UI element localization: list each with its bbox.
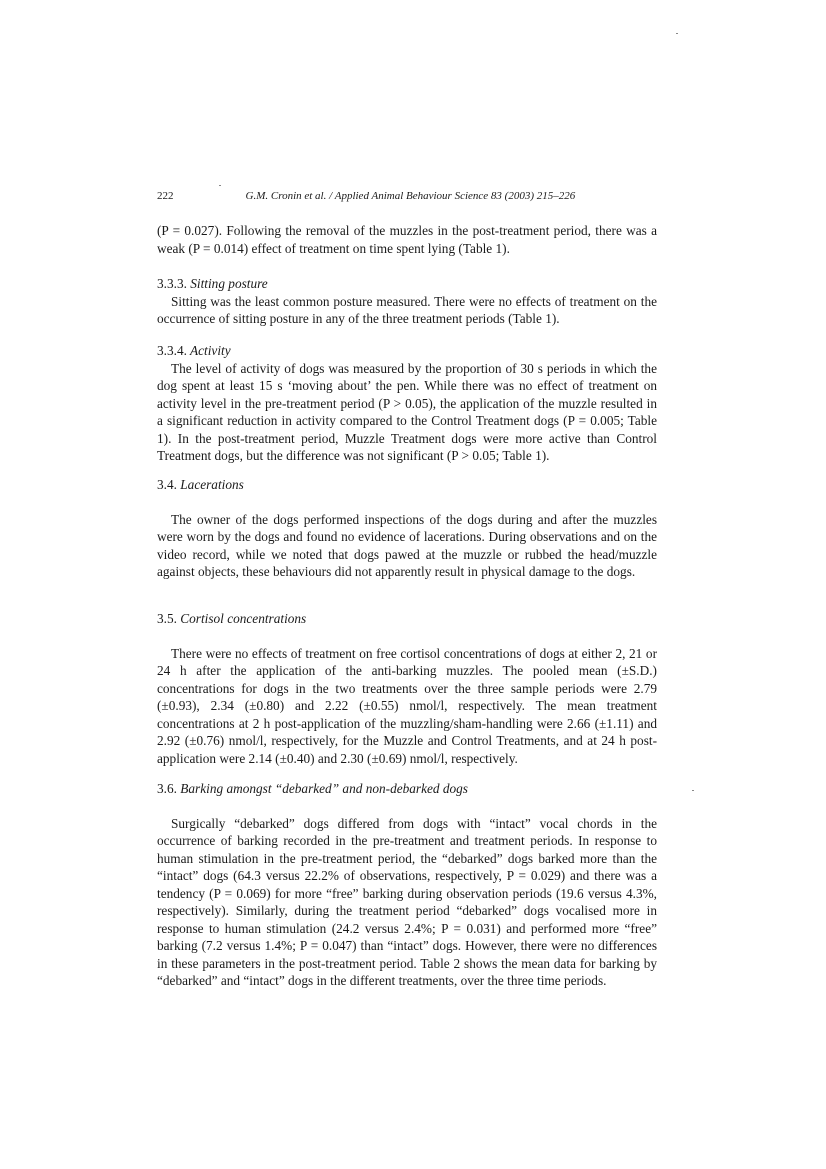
section-number: 3.4.	[157, 477, 177, 492]
section-title: Lacerations	[180, 477, 244, 492]
section-body: The level of activity of dogs was measured by the proportion of 30 s periods in which the dog spent at least 15 s ‘moving about’ the pen. While there was no effect of treatment on activity level in the pre-treatment period (P > 0.05), the application of the muzzle resulted in a significant reduction in activity compared to the Control Treatment dogs (P = 0.005; Table 1). In the post-treatment period, Muzzle Treatment dogs were more active than Control Treatment dogs, but the difference was not significant (P > 0.05; Table 1).	[157, 360, 657, 463]
intro-paragraph: (P = 0.027). Following the removal of the muzzles in the post-treatment period, there was a weak (P = 0.014) effect of treatment on time spent lying (Table 1).	[157, 223, 657, 256]
page-number: 222	[157, 190, 174, 202]
section-3-5	[157, 610, 657, 767]
journal-citation: G.M. Cronin et al. / Applied Animal Behaviour Science 83 (2003) 215–226	[245, 190, 576, 202]
section-heading	[157, 476, 657, 494]
intro-paragraph-block	[157, 222, 657, 257]
section-3-6	[157, 780, 657, 990]
section-heading	[157, 275, 657, 293]
scan-speck	[692, 790, 694, 791]
section-title: Barking amongst “debarked” and non-debarked dogs	[180, 781, 468, 796]
section-body: There were no effects of treatment on free cortisol concentrations of dogs at either 2, 21 or 24 h after the application of the anti-barking muzzles. The pooled mean (±S.D.) concentrations for dogs in the two treatments over the three sample periods were 2.79 (±0.93), 2.34 (±0.80) and 2.22 (±0.55) nmol/l, respectively. The mean treatment concentrations at 2 h post-application of the muzzling/sham-handling were 2.66 (±1.11) and 2.92 (±0.76) nmol/l, respectively, for the Muzzle and Control Treatments, and at 24 h post-application were 2.14 (±0.40) and 2.30 (±0.69) nmol/l, respectively.	[157, 645, 657, 766]
section-3-3-4	[157, 342, 657, 465]
section-number: 3.3.4.	[157, 343, 187, 358]
running-header	[157, 190, 657, 202]
section-body: Sitting was the least common posture measured. There were no effects of treatment on the occurrence of sitting posture in any of the three treatment periods (Table 1).	[157, 293, 657, 326]
section-title: Sitting posture	[190, 276, 268, 291]
section-number: 3.3.3.	[157, 276, 187, 291]
section-heading	[157, 780, 657, 798]
scan-speck	[219, 185, 221, 186]
section-number: 3.6.	[157, 781, 177, 796]
section-heading	[157, 342, 657, 360]
section-title: Cortisol concentrations	[180, 611, 307, 626]
section-heading	[157, 610, 657, 628]
section-title: Activity	[190, 343, 231, 358]
section-number: 3.5.	[157, 611, 177, 626]
section-body: The owner of the dogs performed inspections of the dogs during and after the muzzles were worn by the dogs and found no evidence of lacerations. During observations and on the video record, while we noted that dogs pawed at the muzzle or rubbed the head/muzzle against objects, these behaviours did not apparently result in physical damage to the dogs.	[157, 511, 657, 579]
section-3-3-3	[157, 275, 657, 328]
scan-speck	[676, 33, 678, 34]
section-body: Surgically “debarked” dogs differed from dogs with “intact” vocal chords in the occurrence of barking recorded in the pre-treatment and treatment periods. In response to human stimulation in the pre-treatment period, the “debarked” dogs barked more than the “intact” dogs (64.3 versus 22.2% of observations, respectively, P = 0.029) and there was a tendency (P = 0.069) for more “free” barking during observation periods (19.6 versus 4.3%, respectively). Similarly, during the treatment period “debarked” dogs vocalised more in response to human stimulation (24.2 versus 2.4%; P = 0.031) and performed more “free” barking (7.2 versus 1.4%; P = 0.047) than “intact” dogs. However, there were no differences in these parameters in the post-treatment period. Table 2 shows the mean data for barking by “debarked” and “intact” dogs in the different treatments, over the three time periods.	[157, 815, 657, 988]
section-3-4	[157, 476, 657, 581]
